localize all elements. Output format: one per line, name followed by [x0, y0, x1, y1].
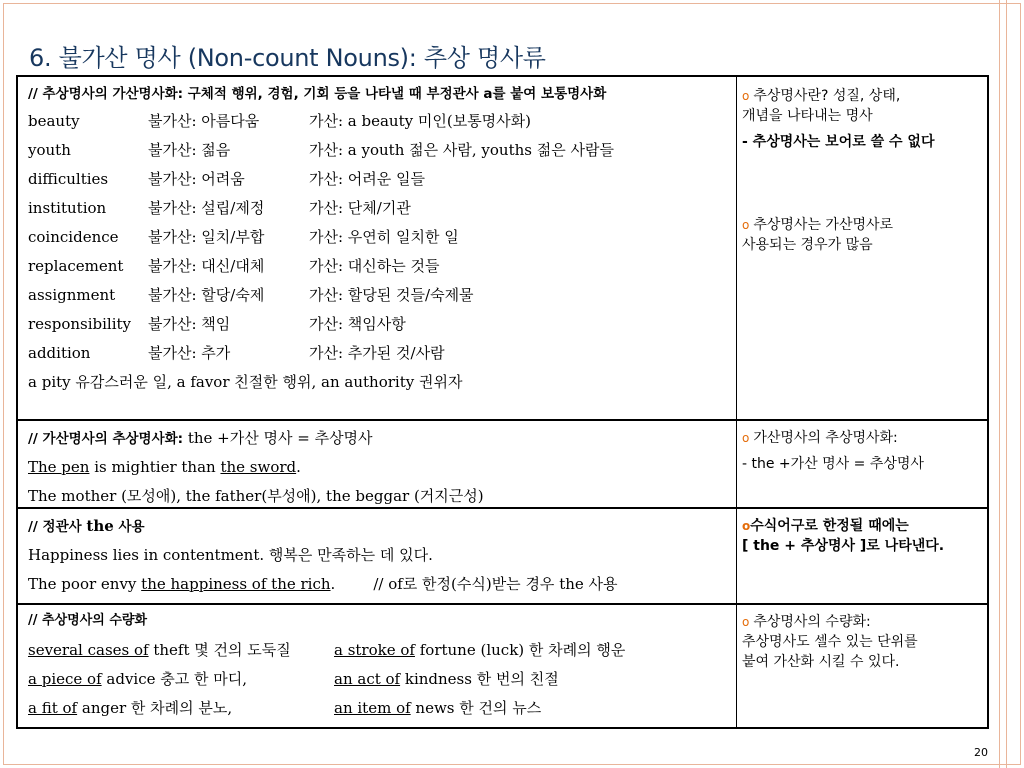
note-text: - the +가산 명사 = 추상명사 [742, 456, 924, 472]
noncount-meaning: 불가산: 대신/대체 [148, 257, 265, 275]
note-text: 가산명사의 추상명사화: [753, 430, 898, 446]
word-row [28, 313, 728, 342]
section-note [742, 428, 982, 474]
sentence-text: The poor envy [28, 575, 142, 593]
sentence-text: . [330, 575, 336, 593]
bullet-icon: o [742, 431, 750, 445]
section-definite-article [18, 507, 987, 605]
count-meaning: 가산: a youth 젊은 사람, youths 젊은 사람들 [309, 141, 614, 159]
word: difficulties [28, 170, 109, 188]
section-heading: // 정관사 [28, 519, 87, 535]
word-row [28, 255, 728, 284]
noncount-meaning: 불가산: 젊음 [148, 141, 231, 159]
section-heading: // 추상명사의 수량화 [28, 613, 148, 628]
section-note [742, 516, 982, 556]
word-row [28, 197, 728, 226]
phrase-text: news 한 건의 뉴스 [410, 699, 542, 717]
quantity-left [28, 639, 334, 661]
quantity-row [28, 668, 728, 697]
section-heading: // 추상명사의 가산명사화: 구체적 행위, 경험, 기회 등을 나타낼 때 부정관사 a를 붙여 보통명사화 [28, 86, 607, 102]
section-body [28, 85, 728, 400]
word: replacement [28, 257, 124, 275]
word-row [28, 168, 728, 197]
underlined-phrase: a fit of [28, 699, 78, 717]
word: coincidence [28, 228, 119, 246]
note-text: - 추상명사는 보어로 쓸 수 없다 [742, 134, 935, 150]
bullet-icon: o [742, 89, 750, 103]
count-meaning: 가산: 추가된 것/사람 [309, 344, 445, 362]
bullet-icon: o [742, 615, 750, 629]
word: institution [28, 199, 107, 217]
note-text: 추상명사의 수량화: [753, 614, 871, 630]
section-abstract-to-count [18, 77, 987, 421]
count-meaning: 가산: 책임사항 [309, 315, 406, 333]
phrase-text: fortune (luck) 한 차례의 행운 [414, 641, 626, 659]
noncount-meaning: 불가산: 아름다움 [148, 112, 260, 130]
bullet-icon: o [742, 218, 750, 232]
phrase-text: theft 몇 건의 도둑질 [148, 641, 291, 659]
section-note [742, 612, 982, 672]
underlined-phrase: The pen [28, 458, 90, 476]
section-count-to-abstract [18, 419, 987, 509]
sentence-text: . [296, 458, 301, 476]
page-number: 20 [974, 746, 988, 759]
frame-line [1006, 0, 1007, 768]
word-row [28, 139, 728, 168]
count-meaning: 가산: a beauty 미인(보통명사화) [309, 112, 532, 130]
note-text: 붙여 가산화 시킬 수 있다. [742, 654, 900, 670]
noncount-meaning: 불가산: 할당/숙제 [148, 286, 265, 304]
count-meaning: 가산: 할당된 것들/숙제물 [309, 286, 474, 304]
frame-line [999, 0, 1000, 768]
word: beauty [28, 112, 80, 130]
section-body [28, 611, 728, 726]
note-text: 추상명사도 셀수 있는 단위를 [742, 634, 918, 650]
noncount-meaning: 불가산: 어려움 [148, 170, 245, 188]
quantity-row [28, 639, 728, 668]
underlined-phrase: several cases of [28, 641, 149, 659]
word: addition [28, 344, 91, 362]
underlined-phrase: an act of [334, 670, 401, 688]
count-meaning: 가산: 어려운 일들 [309, 170, 426, 188]
section-heading-the: the [86, 517, 114, 535]
section-body [28, 515, 728, 602]
word: assignment [28, 286, 116, 304]
examples-line: a pity 유감스러운 일, a favor 친절한 행위, an authority 권위자 [28, 373, 463, 391]
section-note [742, 86, 982, 255]
sentence-text: is mightier than [89, 458, 221, 476]
noncount-meaning: 불가산: 책임 [148, 315, 231, 333]
word: responsibility [28, 315, 132, 333]
note-text: 사용되는 경우가 많음 [742, 237, 873, 253]
word: youth [28, 141, 71, 159]
word-row [28, 226, 728, 255]
pair-list [28, 639, 728, 726]
quantity-left [28, 668, 334, 690]
section-body [28, 427, 728, 514]
count-meaning: 가산: 대신하는 것들 [309, 257, 440, 275]
note-text: 추상명사란? 성질, 상태, [753, 88, 901, 104]
word-row [28, 284, 728, 313]
grammar-table [16, 75, 989, 729]
note-text: 개념을 나타내는 명사 [742, 108, 873, 124]
section-quantification [18, 603, 987, 731]
word-row [28, 342, 728, 371]
noncount-meaning: 불가산: 일치/부합 [148, 228, 265, 246]
quantity-row [28, 697, 728, 726]
section-heading-rest: 사용 [113, 519, 145, 535]
count-meaning: 가산: 우연히 일치한 일 [309, 228, 459, 246]
noncount-meaning: 불가산: 추가 [148, 344, 231, 362]
sentence-text: The mother (모성애), the father(부성애), the beggar (거지근성) [28, 487, 484, 505]
section-heading: // 가산명사의 추상명사화: [28, 431, 184, 447]
quantity-left [28, 697, 334, 719]
phrase-text: kindness 한 번의 친절 [400, 670, 559, 688]
bullet-icon: o [742, 519, 751, 533]
underlined-phrase: the sword [220, 458, 297, 476]
underlined-phrase: a piece of [28, 670, 102, 688]
note-inline: // of로 한정(수식)받는 경우 the 사용 [373, 575, 618, 593]
underlined-phrase: the happiness of the rich [141, 575, 331, 593]
sentence-text: Happiness lies in contentment. 행복은 만족하는 데 있다. [28, 546, 433, 564]
note-text: 수식어구로 한정될 때에는 [750, 518, 909, 534]
section-heading-rest: the +가산 명사 = 추상명사 [183, 429, 373, 447]
word-row [28, 110, 728, 139]
note-text: 추상명사는 가산명사로 [753, 217, 894, 233]
word-list [28, 110, 728, 371]
phrase-text: anger 한 차례의 분노, [77, 699, 233, 717]
note-text: [ the + 추상명사 ]로 나타낸다. [742, 538, 945, 554]
slide-title: 6. 불가산 명사 (Non-count Nouns): 추상 명사류 [29, 44, 546, 72]
phrase-text: advice 충고 한 마디, [101, 670, 248, 688]
noncount-meaning: 불가산: 설립/제정 [148, 199, 265, 217]
count-meaning: 가산: 단체/기관 [309, 199, 411, 217]
underlined-phrase: a stroke of [334, 641, 415, 659]
underlined-phrase: an item of [334, 699, 411, 717]
